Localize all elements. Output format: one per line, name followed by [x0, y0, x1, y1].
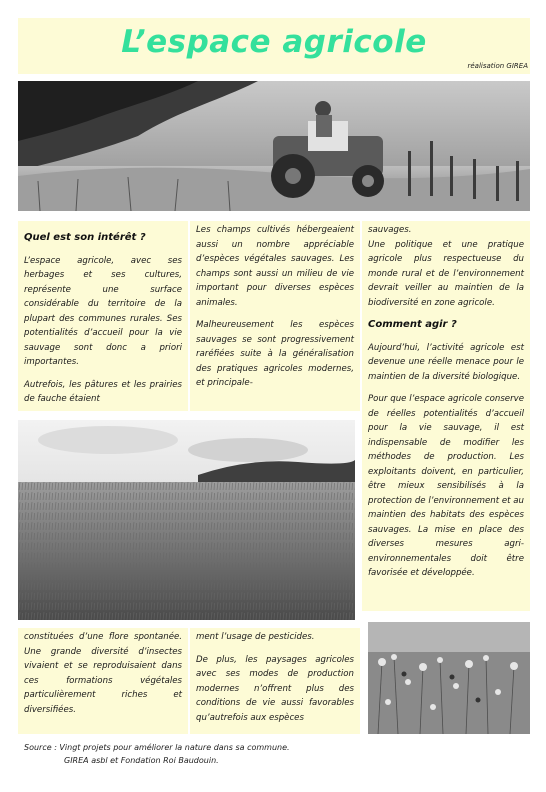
bottom-text-block-1 — [18, 628, 188, 734]
section-heading-interest: Quel est son intérêt ? — [24, 232, 146, 243]
paragraph: sauvages. — [368, 225, 412, 235]
bottom-text-block-2 — [190, 628, 360, 734]
paragraph: Les champs cultivés hébergeaient aussi un nombre appréciable d’espèces végétales sauvages. Les champs sont aussi un milieu de vie important pour diverses espèces animales. — [196, 225, 354, 308]
paragraph: Pour que l’espace agricole conserve de réelles potentialités d’accueil pour la vie sauvage, il est indispensable de modifier les méthodes de production. Les exploitants doivent, en particulier, être mieux sensibilisés à la protection de l’environnement et au maintien des habitats des espèces sauvages. La mise en place des diverses mesures agri-environnementales doit être favorisée et développée. — [368, 394, 524, 578]
wildflowers-photo — [368, 622, 530, 734]
paragraph: constituées d’une flore spontanée. Une grande diversité d’insectes vivaient et se reproduisaient dans ces formations végétales particulièrement riches et diversifiées. — [24, 632, 182, 715]
paragraph: Aujourd’hui, l’activité agricole est devenue une réelle menace pour le maintien de la diversité biologique. — [368, 342, 524, 382]
source-citation — [24, 741, 524, 767]
wheat-field-photo — [18, 420, 355, 620]
credit-text: réalisation GIREA — [467, 62, 528, 70]
paragraph: L’espace agricole, avec ses herbages et ses cultures, représente une surface considérable du territoire de la plupart des communes rurales. Ses potentialités d’accueil pour la vie sauvage sont donc a priori importantes. — [24, 255, 182, 367]
paragraph: ment l’usage de pesticides. — [196, 632, 315, 642]
column-3-text-block — [362, 221, 530, 611]
paragraph: Une politique et une pratique agricole plus respectueuse du monde rural et de l’environnement devrait veiller au maintien de la biodiversité en zone agricole. — [368, 239, 524, 308]
paragraph: Autrefois, les pâtures et les prairies de fauche étaient — [24, 379, 182, 404]
page-title: L’espace agricole — [121, 24, 427, 60]
title-banner — [18, 18, 530, 74]
source-line-1: Source : Vingt projets pour améliorer la nature dans sa commune. — [24, 743, 290, 752]
intro-text-block — [18, 221, 188, 411]
paragraph: De plus, les paysages agricoles avec ses modes de production modernes n’offrent plus des conditions de vie aussi favorables qu’autrefois aux espèces — [196, 654, 354, 723]
section-heading-action: Comment agir ? — [368, 319, 457, 330]
source-line-2: GIREA asbl et Fondation Roi Baudouin. — [64, 756, 219, 765]
column-2-text-block — [190, 221, 360, 411]
tractor-photo — [18, 81, 530, 211]
paragraph: Malheureusement les espèces sauvages se sont progressivement raréfiées suite à la généralisation des pratiques agricoles modernes, et principale- — [196, 320, 354, 388]
